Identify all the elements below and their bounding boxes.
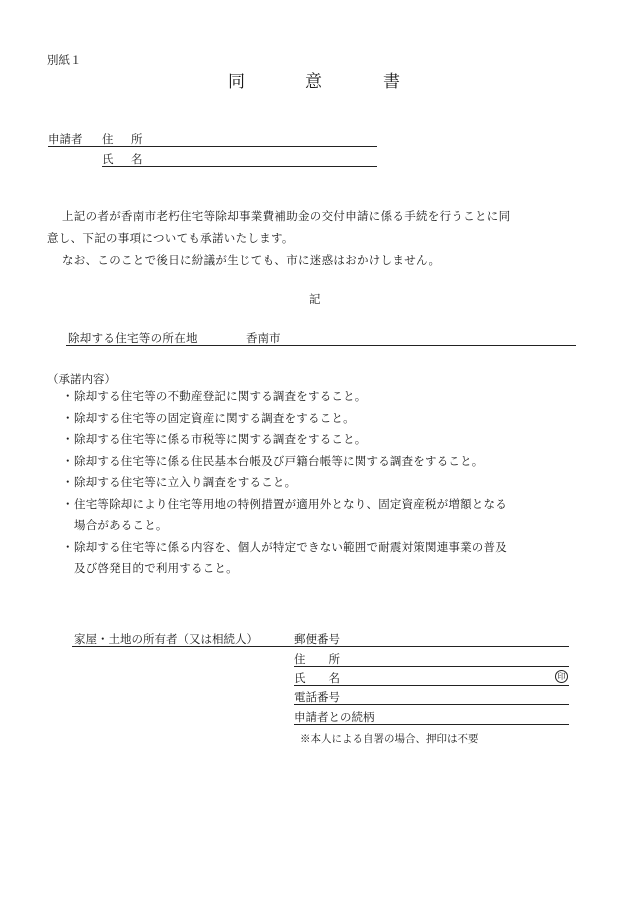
body-line-1: 上記の者が香南市老朽住宅等除却事業費補助金の交付申請に係る手続を行うことに同 (62, 209, 511, 223)
page-title (0, 67, 630, 92)
bullet-mark: ・ (62, 475, 74, 489)
consent-item-continuation (62, 515, 507, 537)
consent-item-text: 除却する住宅等の固定資産に関する調査をすること。 (74, 410, 355, 425)
applicant-name-line (102, 166, 377, 167)
bullet-mark: ・ (62, 539, 74, 554)
location-label: 除却する住宅等の所在地 (68, 331, 198, 345)
ki-heading: 記 (309, 292, 321, 306)
consent-item-text: 除却する住宅等に係る内容を、個人が特定できない範囲で耐震対策関連事業の普及 (74, 539, 507, 554)
location-city: 香南市 (246, 331, 281, 345)
applicant-label: 申請者 (48, 132, 83, 146)
bullet-mark: ・ (62, 410, 74, 425)
bullet-mark: ・ (62, 453, 74, 468)
seal-mark-icon: 印 (555, 670, 568, 683)
applicant-address-line (48, 146, 377, 147)
consent-item (62, 429, 507, 451)
owner-label: 家屋・土地の所有者（又は相続人） (74, 632, 258, 646)
consent-item (62, 386, 507, 408)
consent-item-text: 場合があること。 (74, 518, 168, 532)
title-char-2: 意 (305, 72, 322, 92)
applicant-address-label: 住 所 (102, 132, 146, 146)
applicant-name-label: 氏 名 (102, 152, 146, 166)
owner-relation-line (294, 724, 569, 725)
consent-item (62, 472, 507, 494)
consent-item-text: 及び啓発目的で利用すること。 (74, 561, 238, 575)
consent-item (62, 451, 507, 473)
consent-item-text: 除却する住宅等に係る住民基本台帳及び戸籍台帳等に関する調査をすること。 (74, 453, 484, 468)
consent-item-text: 除却する住宅等に立入り調査をすること。 (74, 475, 297, 489)
owner-name-line (294, 685, 569, 686)
consent-item (62, 494, 507, 516)
owner-postal-line (72, 646, 569, 647)
consent-item-continuation (62, 558, 507, 580)
consent-item (62, 408, 507, 430)
consent-item-text: 除却する住宅等に係る市税等に関する調査をすること。 (74, 432, 367, 446)
bullet-mark: ・ (62, 496, 74, 511)
location-line (66, 345, 576, 346)
consent-item-text: 住宅等除却により住宅等用地の特例措置が適用外となり、固定資産税が増額となる (74, 496, 507, 511)
owner-address-line (294, 666, 569, 667)
owner-postal-label: 郵便番号 (294, 632, 340, 646)
body-line-2: 意し、下記の事項についても承諾いたします。 (47, 231, 294, 245)
bullet-mark: ・ (62, 389, 74, 403)
owner-phone-line (294, 704, 569, 705)
title-char-1: 同 (228, 72, 245, 92)
bullet-mark: ・ (62, 432, 74, 446)
owner-name-label: 氏 名 (294, 671, 340, 685)
title-char-3: 書 (383, 72, 400, 92)
owner-phone-label: 電話番号 (294, 690, 340, 704)
consent-heading: （承諾内容） (47, 372, 116, 386)
body-line-3: なお、このことで後日に紛議が生じても、市に迷惑はおかけしません。 (62, 253, 441, 267)
attachment-label: 別紙１ (47, 53, 82, 67)
consent-item (62, 537, 507, 559)
consent-item-text: 除却する住宅等の不動産登記に関する調査をすること。 (74, 389, 367, 403)
owner-address-label: 住 所 (294, 652, 340, 666)
owner-relation-label: 申請者との続柄 (294, 710, 375, 724)
consent-list (62, 386, 507, 580)
seal-note: ※本人による自署の場合、押印は不要 (300, 733, 479, 745)
